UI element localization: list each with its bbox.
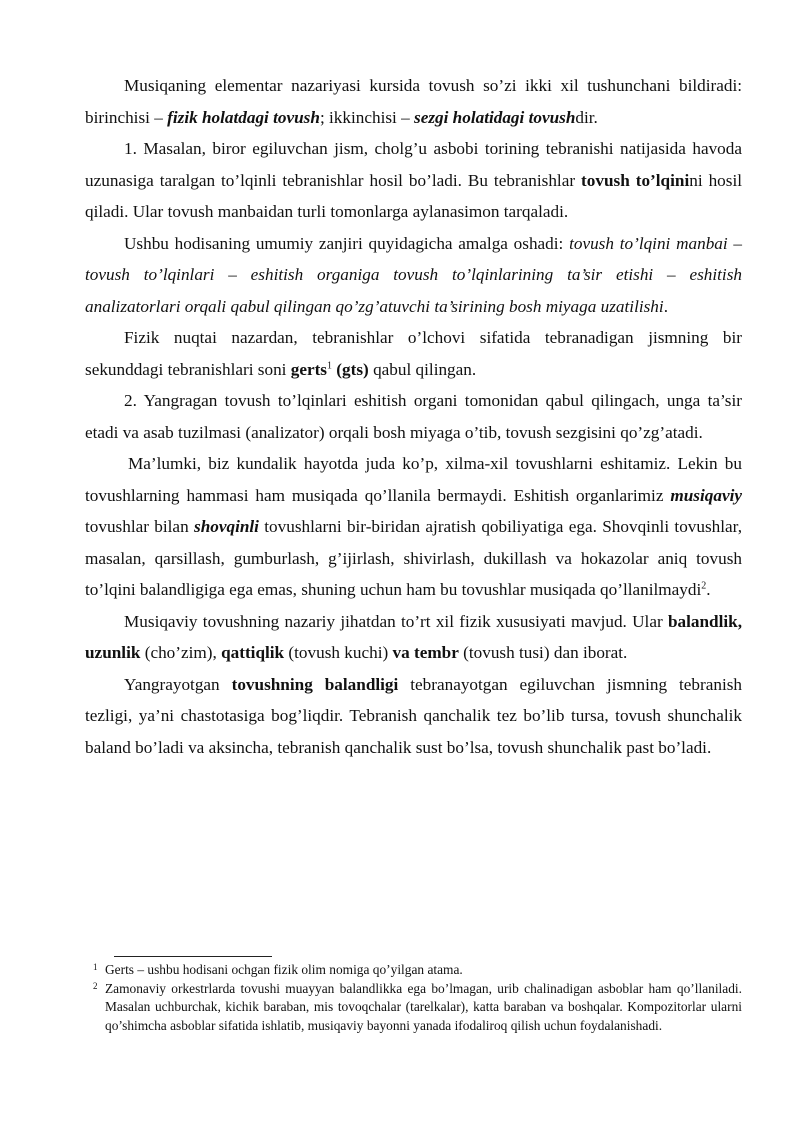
text-run: (tovush tusi) dan iborat. <box>458 643 628 662</box>
footnote-mark: 1 <box>93 962 98 972</box>
text-run: Yangrayotgan <box>124 674 232 694</box>
term-sezgi-holatidagi-tovush: sezgi holatidagi tovush <box>414 107 576 127</box>
term-gerts: gerts <box>290 359 327 379</box>
text-run: Ma’lumki, biz kundalik hayotda juda ko’p, xilma-xil tovushlarni eshitamiz. Lekin bu tovushlarning hammasi ham musiqada qo’llanila bermaydi. Eshitish organlarimiz <box>85 454 742 505</box>
term-fizik-holatdagi-tovush: fizik holatdagi tovush <box>167 107 320 127</box>
footnote-1 <box>85 961 742 980</box>
paragraph-1 <box>85 70 742 133</box>
paragraph-8 <box>85 669 742 764</box>
text-run: (tovush kuchi) <box>284 643 393 662</box>
text-run: tebranayotgan egiluvchan jismning tebranish tezligi, ya’ni chastotasiga bog’liqdir. Tebranish qanchalik tez bo’lib tursa, tovush shunchalik baland bo’ladi va aksincha, tebranish qanchalik sust bo’lsa, tovush shunchalik past bo’ladi. <box>85 674 743 757</box>
document-body <box>85 70 742 763</box>
paragraph-7 <box>85 606 742 669</box>
term-gts: (gts) <box>336 359 369 379</box>
text-run: Ushbu hodisaning umumiy zanjiri quyidagicha amalga oshadi: <box>124 233 570 253</box>
term-tovushning-balandligi: tovushning balandligi <box>231 674 399 694</box>
term-tembr: va tembr <box>392 643 459 662</box>
text-run: ni hosil qiladi. Ular tovush manbaidan turli tomonlarga aylanasimon tarqaladi. <box>85 170 742 221</box>
text-run: 2. Yangragan tovush to’lqinlari eshitish organi tomonidan qabul qilingach, unga ta’sir etadi va asab tuzilmasi (analizator) orqali bosh miyaga o’tib, tovush sezgisini qo’zg’atadi. <box>85 391 742 442</box>
footnotes <box>85 961 742 1035</box>
text-run: dir. <box>575 107 598 127</box>
paragraph-5 <box>85 385 742 448</box>
term-balandlik-uzunlik: balandlik, uzunlik <box>85 611 742 662</box>
footnote-text: Gerts – ushbu hodisani ochgan fizik olim nomiga qo’yilgan atama. <box>105 962 463 977</box>
paragraph-4 <box>85 322 742 385</box>
text-run: (cho’zim), <box>140 643 222 662</box>
footnote-text: Zamonaviy orkestrlarda tovushi muayyan balandlikka ega bo’lmagan, urib chalinadigan asboblar ham qo’llaniladi. Masalan uchburchak, kichik baraban, mis tovoqchalar (tarelkalar), katta baraban va boshqalar. Kompozitorlar ularni qo’shimcha asboblar sifatida ishlatib, musiqaviy bayonni yanada ifodaliroq qilish uchun foydalanishadi. <box>105 980 742 1033</box>
term-musiqaviy: musiqaviy <box>670 485 742 505</box>
text-run: tovushlarni bir-biridan ajratish qobiliyatiga ega. Shovqinli tovushlar, masalan, qarsillash, gumburlash, g’ijirlash, shivirlash, dukillash va hokazolar aniq tovush to’lqini balandligiga ega emas, shuning uchun ham bu tovushlar musiqada qo’llanilmaydi <box>85 517 742 599</box>
term-qattiqlik: qattiqlik <box>221 643 285 662</box>
text-run: . <box>706 580 711 599</box>
paragraph-2 <box>85 133 742 228</box>
italic-chain: tovush to’lqini manbai – tovush to’lqinlari – eshitish organiga tovush to’lqinlarining ta’sir etishi – eshitish analizatorlari orqali qabul qilingan qo’zg’atuvchi ta’sirining bosh miyaga uzatilishi <box>85 233 743 316</box>
footnote-mark: 2 <box>93 980 98 991</box>
text-run: Musiqaning elementar nazariyasi kursida tovush so’zi ikki xil tushunchani bildiradi: birinchisi – <box>85 76 742 127</box>
paragraph-3 <box>85 228 742 323</box>
text-run: . <box>663 296 668 316</box>
text-run: 1. Masalan, biror egiluvchan jism, cholg’u asbobi torining tebranishi natijasida havoda uzunasiga taralgan to’lqinli tebranishlar hosil bo’ladi. Bu tebranishlar <box>85 139 742 190</box>
term-shovqinli: shovqinli <box>194 517 259 536</box>
text-run: tovushlar bilan <box>85 517 194 536</box>
text-run: ; ikkinchisi – <box>319 107 414 127</box>
footnote-ref-2[interactable]: 2 <box>701 580 707 592</box>
text-run: qabul qilingan. <box>368 359 477 379</box>
paragraph-6 <box>85 448 742 606</box>
text-run: Fizik nuqtai nazardan, tebranishlar o’lchovi sifatida tebranadigan jismning bir sekunddagi tebranishlari soni <box>85 328 742 379</box>
footnote-2 <box>85 980 742 1036</box>
term-tovush-tolqini: tovush to’lqini <box>581 170 690 190</box>
text-run: Musiqaviy tovushning nazariy jihatdan to’rt xil fizik xususiyati mavjud. Ular <box>124 611 668 631</box>
footnote-ref-1[interactable]: 1 <box>327 359 332 371</box>
footnote-separator <box>114 956 272 957</box>
